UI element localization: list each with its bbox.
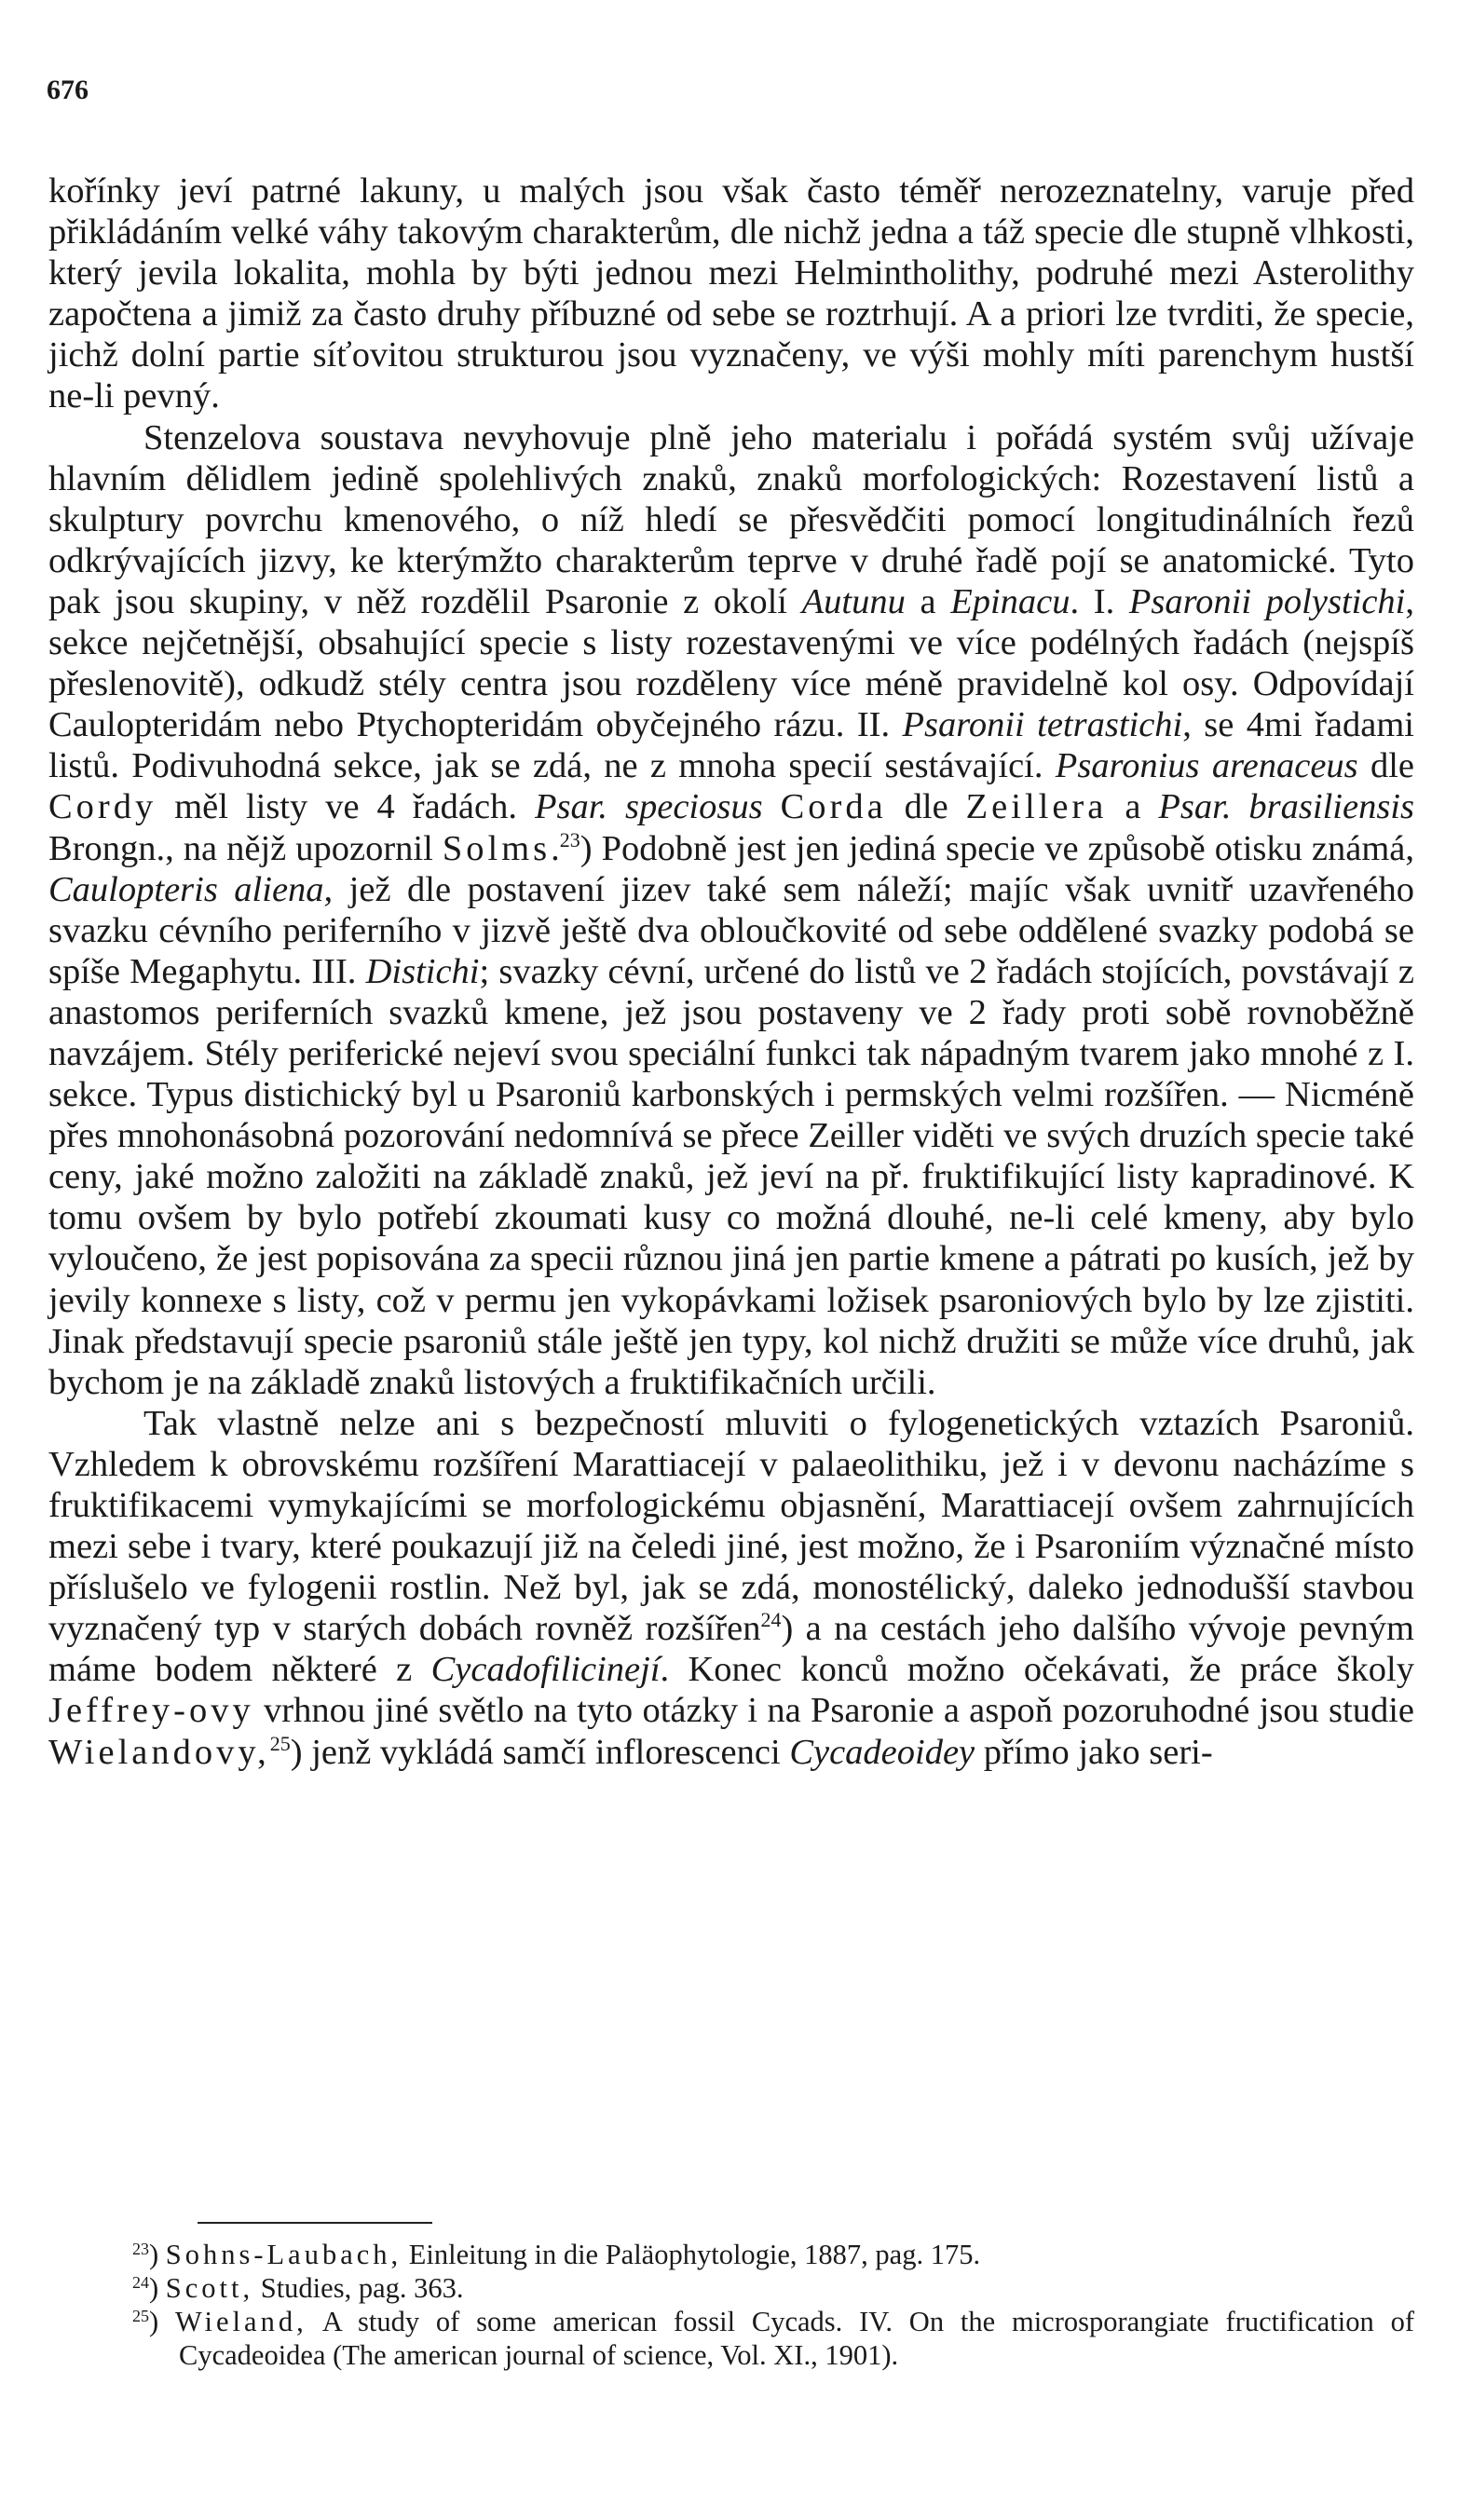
footnote-mark: 23 [132, 2240, 149, 2258]
text-run [763, 787, 781, 826]
italic-term: Psar. speciosus [534, 787, 763, 827]
text-run: jež dle postavení jizev také sem náleží; majíc však uvnitř uzavřeného svazku cévního periferního v jizvě ještě dva obloučkovité od sebe oddělené svazky podobá se spíše Megaphytu. III. [48, 869, 1414, 991]
spaced-name: Corda [780, 787, 887, 827]
paragraph-3 [48, 1403, 1414, 1773]
footnote-mark: 25 [132, 2307, 149, 2325]
text-run: , sekce nejčetnější, obsahující specie s listy rozestavenými ve více podélných řadách (nejspíš přeslenovitě), odkudž stély centra jsou rozděleny více méně pravidelně kol osy. Odpovídají Caulopteridám nebo Ptychopteridám obyčejného rázu. II. [48, 581, 1414, 745]
footnote-text: A study of some american fossil Cycads. IV. On the microsporangiate fructification of Cycadeoidea (The american journal of science, Vol. XI., 1901). [179, 2306, 1414, 2371]
footnote-25: $^{25}$) Wieland, A study of some american fossil Cycads. IV. On the microsporangiate fructification of Cycadeoidea (The american journal of science, Vol. XI., 1901). [132, 2306, 1414, 2371]
footnote-author: Wieland, [174, 2306, 307, 2337]
text-run: a [905, 581, 951, 621]
footnote-23: $^{23}$) Sohns-Laubach, Einleitung in die Paläophytologie, 1887, pag. 175. [132, 2239, 981, 2270]
text-run: Stenzelova soustava nevyhovuje plně jeho materialu i pořádá systém svůj užívaje hlavním dělidlem jedině spolehlivých znaků, znaků morfologických: Rozestavení listů a skulptury povrchu kmenového, o níž hledí se přesvědčiti pomocí longitudinálních řezů odkrývajících jizvy, ke kterýmžto charakterům teprve v druhé řadě pojí se anatomické. Tyto pak jsou skupiny, v něž rozdělil Psaronie z okolí [48, 417, 1414, 621]
spaced-name: Wielandovy, [48, 1732, 270, 1772]
text-run: a [1107, 787, 1159, 827]
text-run: ) a na cestách jeho dalšího vývoje pevným máme bodem některé z [48, 1609, 1414, 1690]
text-run: Brongn., na nějž upozornil [48, 828, 443, 868]
footnote-ref: 23 [559, 827, 580, 851]
text-run: přímo jako seri- [975, 1732, 1213, 1772]
italic-term: Epinacu [950, 581, 1070, 621]
italic-term: Psaronii polystichi [1128, 581, 1406, 621]
text-run: . Konec konců možno očekávati, že práce školy [660, 1650, 1414, 1690]
italic-term: Caulopteris aliena, [48, 869, 334, 909]
italic-term: Autunu [801, 581, 906, 621]
italic-term: Cycadofilicinejí [430, 1650, 661, 1690]
text-run: , se 4mi řadami listů. Podivuhodná sekce, jak se zdá, ne z mnoha specií sestávající. [48, 705, 1414, 786]
main-text [48, 170, 1414, 1773]
footnote-24: $^{24}$) Scott, Studies, pag. 363. [132, 2272, 464, 2304]
italic-term: Psaronii tetrastichi [902, 705, 1183, 745]
text-run: Tak vlastně nelze ani s bezpečností mluviti o fylogenetických vztazích Psaroniů. Vzhledem k obrovskému rozšíření Marattiacejí v palaeolithiku, jež i v devonu nacházíme s fruktifikacemi vymykajícími se morfologickému objasnění, Marattiacejí ovšem zahrnujících mezi sebe i tvary, které poukazují již na čeledi jiné, jest možno, že i Psaroniím význačné místo příslušelo ve fylogenii rostlin. Než byl, jak se zdá, monostélický, daleko jednodušší stavbou vyznačený typ v starých dobách rovněž rozšířen [48, 1403, 1414, 1649]
spaced-name: Jeffrey-ovy [48, 1691, 254, 1731]
text-run: ) jenž vykládá samčí inflorescenci [290, 1732, 790, 1772]
italic-term: Psar. brasiliensis [1158, 787, 1414, 827]
text-run: ; svazky cévní, určené do listů ve 2 řadách stojících, povstávají z anastomos periferních svazků kmene, jež jsou postaveny ve 2 řady proti sobě rovnoběžně navzájem. Stély periferické nejeví svou speciální funkci tak nápadným tvarem jako mnohé z I. sekce. Typus distichický byl u Psaroniů karbonských i permských velmi rozšířen. — Nicméně přes mnohonásobná pozorování nedomnívá se přece Zeiller viděti ve svých druzích specie také ceny, jaké možno založiti na základě znaků, jež jeví na př. fruktifikující listy kapradinové. K tomu ovšem by bylo potřebí zkoumati kusy co možná dlouhé, ne-li celé kmeny, aby bylo vyloučeno, že jest popisována za specii různou jiná jen partie kmene a pátrati po kusích, jež by jevily konnexe s listy, což v permu jen vykopávkami ložisek psaroniových bylo by lze zjistiti. Jinak představují specie psaroniů stále ještě jen typy, kol nichž družiti se může více druhů, jak bychom je na základě znaků listových a fruktifikačních určili. [48, 951, 1414, 1402]
paragraph-2 [48, 417, 1414, 1403]
italic-term: Distichi [365, 951, 480, 991]
italic-term: Psaronius arenaceus [1055, 746, 1358, 786]
footnote-ref: 25 [269, 1731, 291, 1755]
footnote-author: Sohns-Laubach, [165, 2239, 402, 2270]
footnotes [48, 2238, 1414, 2372]
footnote-divider [198, 2222, 432, 2224]
footnote-text: Einleitung in die Paläophytologie, 1887, pag. 175. [402, 2239, 981, 2270]
text-run: vrhnou jiné světlo na tyto otázky i na Psaronie a aspoň pozoruhodné jsou studie [253, 1691, 1414, 1731]
footnote-text: Studies, pag. 363. [253, 2272, 464, 2304]
spaced-name: Solms [442, 828, 552, 868]
text-run: . [551, 828, 560, 868]
italic-term: Cycadeoidey [789, 1732, 975, 1772]
text-run: dle [886, 787, 966, 827]
spaced-name: Cordy [48, 787, 157, 827]
spaced-name: Zeillera [965, 787, 1108, 827]
text-run: dle [1357, 746, 1414, 786]
text-run: ) Podobně jest jen jediná specie ve způsobě otisku známá, [580, 828, 1415, 868]
footnote-author: Scott, [165, 2272, 254, 2304]
footnote-mark: 24 [132, 2273, 149, 2292]
page-number: 676 [47, 75, 89, 105]
paragraph-1: kořínky jeví patrné lakuny, u malých jsou však často téměř nerozeznatelny, varuje před přikládáním velké váhy takovým charakterům, dle nichž jedna a táž specie dle stupně vlhkosti, který jevila lokalita, mohla by býti jednou mezi Helmintholithy, podruhé mezi Asterolithy započtena a jimiž za často druhy příbuzné od sebe se roztrhují. A a priori lze tvrditi, že specie, jichž dolní partie síťovitou strukturou jsou vyznačeny, ve výši mohly míti parenchym hustší ne-li pevný. [48, 171, 1414, 416]
text-run: měl listy ve 4 řadách. [157, 787, 535, 827]
footnote-ref: 24 [760, 1608, 782, 1632]
text-run: . I. [1070, 581, 1129, 621]
